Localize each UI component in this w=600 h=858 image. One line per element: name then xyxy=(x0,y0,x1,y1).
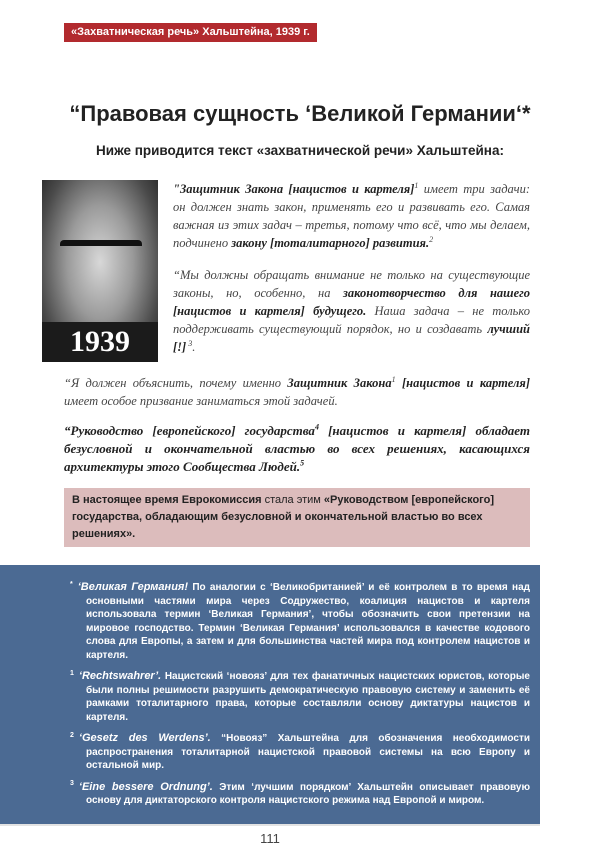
quote-bold: “Руководство [европейского] государства xyxy=(64,423,315,438)
footnote-ref: 1 xyxy=(414,180,419,190)
section-tag: «Захватническая речь» Хальштейна, 1939 г. xyxy=(64,23,317,42)
footnote-mark: 2 xyxy=(70,731,74,739)
page-subtitle: Ниже приводится текст «захватнической речи» Хальштейна: xyxy=(96,143,504,158)
quote-bold: законотворчество для нашего [нацистов и картеля] будущего. xyxy=(173,286,530,318)
footnote xyxy=(70,670,530,724)
footnote-term: ‘Великая Германия! xyxy=(77,581,189,593)
page-number: 111 xyxy=(260,830,280,846)
quote-1 xyxy=(173,180,530,252)
footnote-term: ‘Eine bessere Ordnung’. xyxy=(78,780,213,793)
footnote-text: По аналогии с ‘Великобританией’ и её контролем в то время над основными частями мира через Содружество, коалиция нацистов и картеля использовала термин ‘Великая Германия’, чтобы обозначить свои претензии на мировое господство. Термин ‘Великая Германия’ использовался в качестве кодового слова для Европы, а затем и для большинства частей мира под контролем нацистов и картеля. xyxy=(86,582,530,661)
quote-3 xyxy=(64,362,530,410)
footnote xyxy=(70,581,530,662)
quote-bold: закону [тоталитарного] развития. xyxy=(231,236,430,250)
footnote-text: Нацистский ‘новояз’ для тех фанатичных нацистских юристов, которые были полны решимости разрушить демократическую правовую систему и заменить её рамками тоталитарного права, которые составляли основу диктатуры нацистов и картеля. xyxy=(86,671,530,723)
footnote xyxy=(70,732,530,773)
quote-bold: [нацистов и картеля] xyxy=(395,376,530,390)
callout-bold: В настоящее время Еврокомиссия xyxy=(72,494,262,506)
glasses-shape xyxy=(60,240,142,258)
quotes-section xyxy=(42,180,530,547)
quote-text: Наша задача – не только поддерживать существующий порядок, но и создавать xyxy=(173,304,530,336)
footnote-ref: 5 xyxy=(300,458,305,468)
side-quotes xyxy=(173,180,530,356)
footnote xyxy=(70,781,530,808)
quote-text: “Я должен объяснить, почему именно xyxy=(64,376,288,390)
photo-year-label: 1939 xyxy=(42,322,158,362)
footnote-text: “Новояз” Хальштейна для обозначения необходимости распространения тоталитарной нацистской правовой системы на всю Европу и остальной мир. xyxy=(86,733,530,771)
callout-text: стала этим xyxy=(261,494,324,506)
footnote-mark: * xyxy=(70,580,73,588)
callout-bold: «Руководством [европейского] государства, обладающим безусловной и окончательной властью во всех решениях». xyxy=(72,494,494,540)
quote-bold: Защитник Закона xyxy=(287,376,392,390)
footnote-ref: 4 xyxy=(314,422,319,432)
footnote-term: ‘Gesetz des Werdens’. xyxy=(78,732,211,744)
footnote-term: ‘Rechtswahrer’. xyxy=(78,670,162,682)
footnote-mark: 3 xyxy=(70,780,74,788)
quote-bold: лучший [!] xyxy=(173,322,530,354)
quote-text: имеет три задачи: он должен знать закон, применять его и развивать его. Самая важная из этих задач – третья, потому что всё, что мы делаем, подчинено xyxy=(173,182,530,250)
quote-bold: "Защитник Закона [нацистов и картеля] xyxy=(173,182,415,196)
quote-text: “Мы должны обращать внимание не только на существующие законы, но, особенно, на xyxy=(173,268,530,300)
footnote-ref: 2 xyxy=(429,234,434,244)
footnote-mark: 1 xyxy=(70,669,74,677)
quote-text: . xyxy=(192,340,196,354)
footnotes-panel xyxy=(0,565,540,824)
footnote-text: Этим ‘лучшим порядком’ Хальштейн описывает правовую основу для диктаторского контроля нацистского режима над Европой и миром. xyxy=(86,781,530,806)
callout-box xyxy=(64,488,530,547)
footnote-ref: 3 xyxy=(186,338,193,348)
portrait-photo xyxy=(42,180,158,362)
quote-4 xyxy=(64,422,530,476)
footnote-ref: 1 xyxy=(391,374,396,384)
divider xyxy=(0,824,540,826)
quote-text: имеет особое призвание заниматься этой задачей. xyxy=(64,394,338,408)
page-title: “Правовая сущность ‘Великой Германии‘* xyxy=(69,101,531,126)
quote-2 xyxy=(173,266,530,356)
quote-bold: [нацистов и картеля] обладает безусловной и окончательной властью во всех решениях, касающихся архитектуры этого Сообщества Людей. xyxy=(64,423,530,474)
